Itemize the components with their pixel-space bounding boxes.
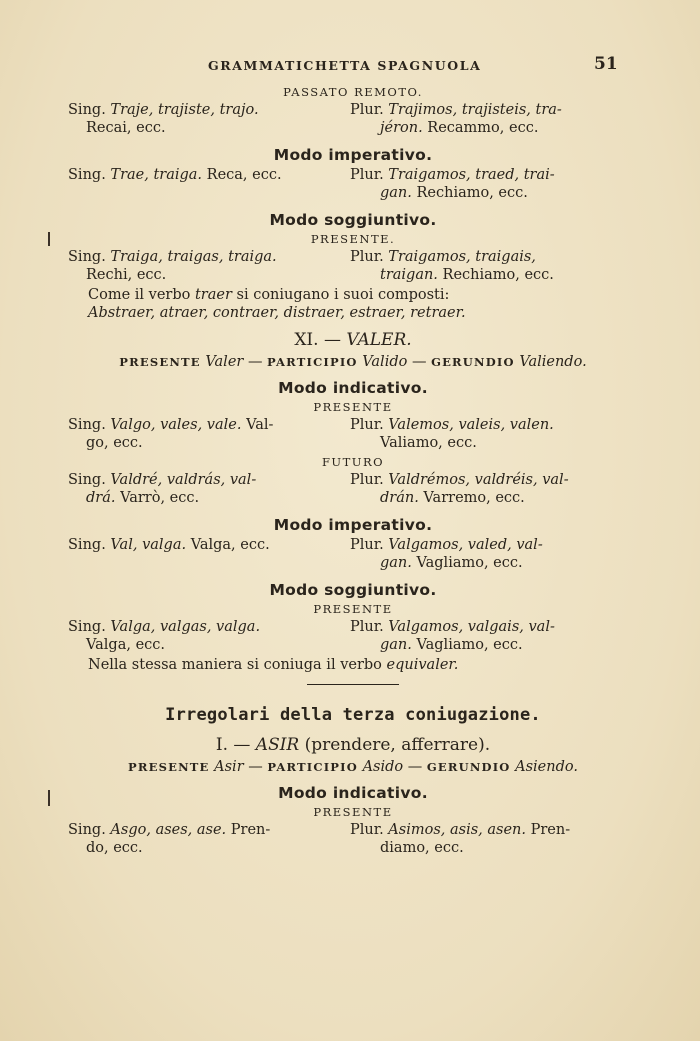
- subheading-presente: PRESENTE: [313, 602, 393, 616]
- composti-list: Abstraer, atraer, contraer, distraer, estraer, retraer.: [88, 305, 466, 321]
- conjugation-row: [68, 618, 638, 656]
- plural-column: Plur. Traigamos, traed, trai- gan. Rechiamo, ecc.: [350, 167, 555, 201]
- singular-column: Sing. Traiga, traigas, traiga. Rechi, ecc.: [68, 249, 277, 283]
- plural-column: Plur. Trajimos, trajisteis, tra- jéron. Recammo, ecc.: [350, 102, 562, 136]
- subheading-presente: PRESENTE.: [310, 232, 396, 246]
- plural-column: Plur. Traigamos, traigais, traigan. Rechiamo, ecc.: [350, 249, 554, 283]
- conjugation-row: [68, 821, 638, 859]
- equivaler-note: Nella stessa maniera si coniuga il verbo equivaler.: [88, 657, 459, 673]
- verb-forms-line: PRESENTE Valer — PARTICIPIO Valido — GERUNDIO Valiendo.: [119, 354, 587, 370]
- conjugation-row: [68, 416, 638, 454]
- verb-forms-line: PRESENTE Asir — PARTICIPIO Asido — GERUNDIO Asiendo.: [128, 759, 578, 775]
- section-divider: [307, 684, 399, 685]
- subheading-passato-remoto: PASSATO REMOTO.: [283, 85, 423, 99]
- conjugation-row: [68, 166, 638, 204]
- subheading-futuro: FUTURO: [321, 455, 385, 469]
- page-number: 51: [594, 54, 618, 74]
- plural-column: Plur. Valemos, valeis, valen. Valiamo, ecc.: [350, 417, 554, 451]
- heading-modo-imperativo: Modo imperativo.: [273, 146, 433, 164]
- subheading-presente: PRESENTE: [313, 805, 393, 819]
- page-content: [68, 84, 638, 859]
- margin-mark: [48, 232, 50, 246]
- plural-column: Plur. Valgamos, valed, val- gan. Vagliamo, ecc.: [350, 537, 543, 571]
- singular-column: Sing. Val, valga. Valga, ecc.: [68, 537, 270, 553]
- heading-modo-soggiuntivo: Modo soggiuntivo.: [269, 581, 437, 599]
- plural-column: Plur. Valgamos, valgais, val- gan. Vagliamo, ecc.: [350, 619, 555, 653]
- plural-column: Plur. Asimos, asis, asen. Pren- diamo, ecc.: [350, 822, 571, 856]
- plural-column: Plur. Valdrémos, valdréis, val- drán. Varremo, ecc.: [350, 472, 569, 506]
- singular-column: Sing. Valgo, vales, vale. Val- go, ecc.: [68, 417, 274, 451]
- conjugation-row: [68, 536, 638, 574]
- heading-modo-indicativo: Modo indicativo.: [278, 379, 428, 397]
- conjugation-row: [68, 248, 638, 286]
- heading-modo-soggiuntivo: Modo soggiuntivo.: [269, 211, 437, 229]
- singular-column: Sing. Asgo, ases, ase. Pren- do, ecc.: [68, 822, 271, 856]
- conjugation-row: [68, 101, 638, 139]
- page-header: [0, 56, 700, 78]
- section-title: Irregolari della terza coniugazione.: [165, 705, 541, 725]
- margin-mark: [48, 790, 50, 806]
- heading-modo-imperativo: Modo imperativo.: [273, 516, 433, 534]
- composti-note: Come il verbo traer si coniugano i suoi composti:: [88, 287, 450, 303]
- conjugation-row: [68, 471, 638, 509]
- singular-column: Sing. Traje, trajiste, trajo. Recai, ecc.: [68, 102, 259, 136]
- singular-column: Sing. Trae, traiga. Reca, ecc.: [68, 167, 282, 183]
- singular-column: Sing. Valdré, valdrás, val- drá. Varrò, ecc.: [68, 472, 257, 506]
- singular-column: Sing. Valga, valgas, valga. Valga, ecc.: [68, 619, 261, 653]
- verb-title-valer: XI. — VALER.: [294, 330, 412, 350]
- heading-modo-indicativo: Modo indicativo.: [278, 784, 428, 802]
- running-title: GRAMMATICHETTA SPAGNUOLA: [208, 58, 482, 73]
- subheading-presente: PRESENTE: [313, 400, 393, 414]
- verb-title-asir: I. — ASIR (prendere, afferrare).: [215, 735, 491, 755]
